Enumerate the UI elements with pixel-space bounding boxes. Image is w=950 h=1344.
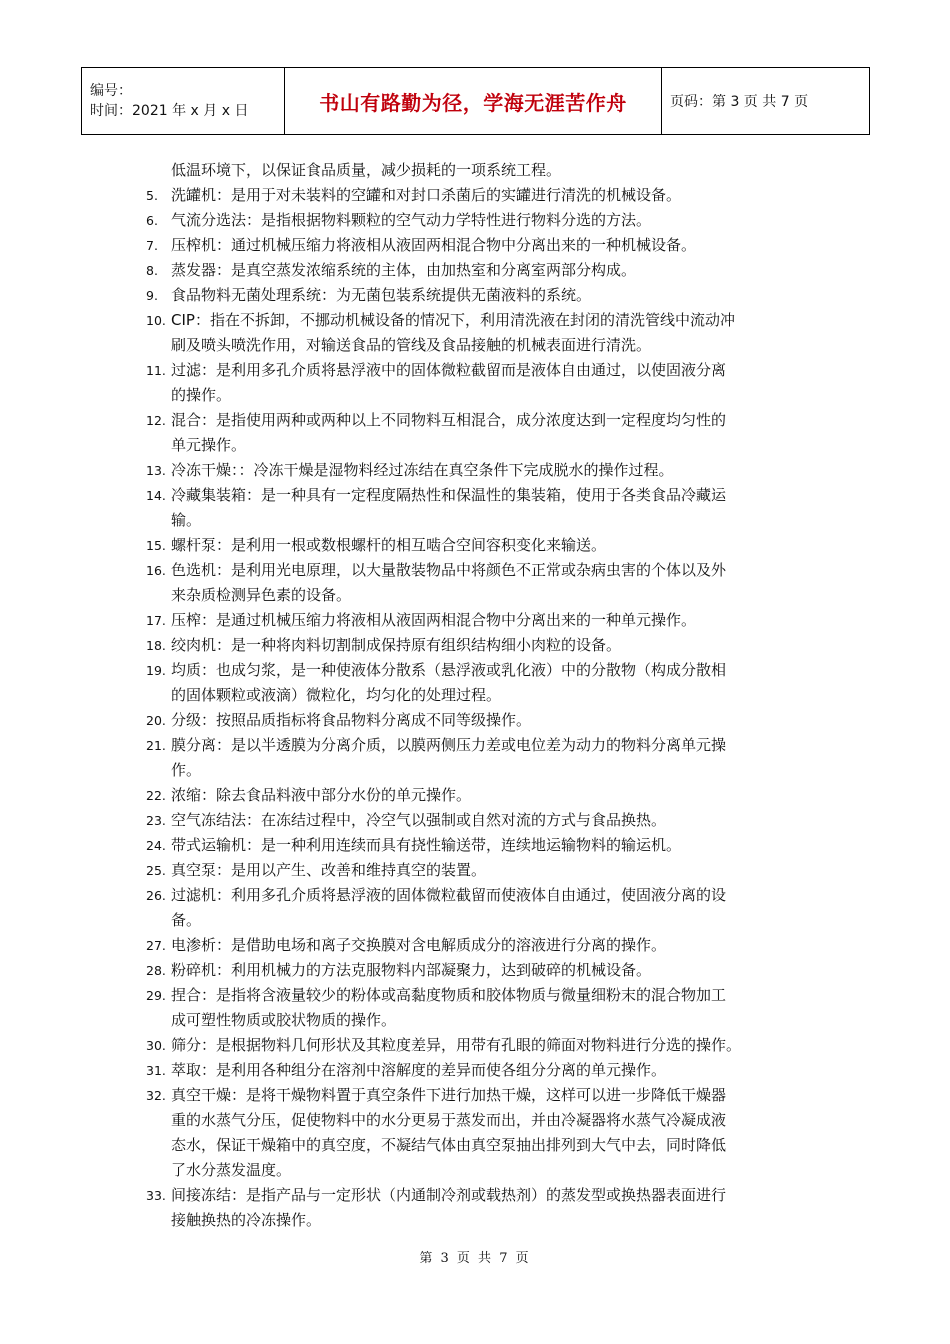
- item-text-line: 分级：按照品质指标将食品物料分离成不同等级操作。: [171, 711, 532, 729]
- item-number: 5.: [146, 188, 158, 203]
- item-number: 28.: [146, 963, 166, 978]
- item-text-line: 备。: [171, 911, 202, 929]
- item-number: 13.: [146, 463, 166, 478]
- item-number: 23.: [146, 813, 166, 828]
- list-item: [146, 458, 811, 483]
- list-item: [146, 658, 811, 708]
- item-text-line: 来杂质检测异色素的设备。: [171, 586, 352, 604]
- item-text-line: 蒸发器：是真空蒸发浓缩系统的主体，由加热室和分离室两部分构成。: [171, 261, 637, 279]
- list-item: [146, 258, 811, 283]
- item-number: 16.: [146, 563, 166, 578]
- item-text-line: 刷及喷头喷洗作用，对输送食品的管线及食品接触的机械表面进行清洗。: [171, 336, 652, 354]
- item-number: 8.: [146, 263, 158, 278]
- list-item: [146, 208, 811, 233]
- list-item: [146, 1033, 811, 1058]
- item-number: 6.: [146, 213, 158, 228]
- item-text-line: 气流分选法：是指根据物料颗粒的空气动力学特性进行物料分选的方法。: [171, 211, 652, 229]
- list-item: [146, 558, 811, 608]
- page-label: 页码：第 3 页 共 7 页: [662, 68, 870, 135]
- header-table: [81, 67, 870, 135]
- item-text-line: 间接冻结：是指产品与一定形状（内通制冷剂或载热剂）的蒸发型或换热器表面进行: [171, 1186, 727, 1204]
- list-item: [146, 958, 811, 983]
- item-text-line: 萃取：是利用各种组分在溶剂中溶解度的差异而使各组分分离的单元操作。: [171, 1061, 667, 1079]
- item-number: 33.: [146, 1188, 166, 1203]
- continuation-line: 低温环境下，以保证食品质量，减少损耗的一项系统工程。: [171, 161, 562, 179]
- header-meta-cell: [82, 68, 285, 135]
- item-text-line: 空气冻结法：在冻结过程中，冷空气以强制或自然对流的方式与食品换热。: [171, 811, 667, 829]
- item-text-line: 捏合：是指将含液量较少的粉体或高黏度物质和胶体物质与微量细粉末的混合物加工: [171, 986, 727, 1004]
- item-text-line: 压榨机：通过机械压缩力将液相从液固两相混合物中分离出来的一种机械设备。: [171, 236, 697, 254]
- item-number: 7.: [146, 238, 158, 253]
- item-text-line: 色选机：是利用光电原理，以大量散装物品中将颜色不正常或杂病虫害的个体以及外: [171, 561, 727, 579]
- item-text-line: 冷藏集装箱：是一种具有一定程度隔热性和保温性的集装箱，使用于各类食品冷藏运: [171, 486, 727, 504]
- item-text-line: 的操作。: [171, 386, 232, 404]
- page-footer: 第 3 页 共 7 页: [419, 1251, 531, 1266]
- item-text-line: 均质：也成匀浆，是一种使液体分散系（悬浮液或乳化液）中的分散物（构成分散相: [171, 661, 727, 679]
- list-item: [146, 858, 811, 883]
- item-text-line: 的固体颗粒或液滴）微粒化，均匀化的处理过程。: [171, 686, 502, 704]
- item-text-line: 螺杆泵：是利用一根或数根螺杆的相互啮合空间容积变化来输送。: [171, 536, 607, 554]
- list-item: [146, 1083, 811, 1183]
- list-item: [146, 833, 811, 858]
- item-text-line: 电渗析：是借助电场和离子交换膜对含电解质成分的溶液进行分离的操作。: [171, 936, 667, 954]
- list-item: [146, 183, 811, 208]
- list-item: [146, 608, 811, 633]
- item-text-line: 冷冻干燥：：冷冻干燥是湿物料经过冻结在真空条件下完成脱水的操作过程。: [171, 461, 674, 479]
- list-item: [146, 483, 811, 533]
- item-number: 25.: [146, 863, 166, 878]
- item-text-line: 粉碎机：利用机械力的方法克服物料内部凝聚力，达到破碎的机械设备。: [171, 961, 652, 979]
- list-item: [146, 408, 811, 458]
- item-number: 26.: [146, 888, 166, 903]
- item-text-line: 浓缩：除去食品料液中部分水份的单元操作。: [171, 786, 472, 804]
- item-text-line: 作。: [171, 761, 202, 779]
- motto: 书山有路勤为径，学海无涯苦作舟: [285, 68, 662, 135]
- item-text-line: 压榨：是通过机械压缩力将液相从液固两相混合物中分离出来的一种单元操作。: [171, 611, 697, 629]
- item-number: 11.: [146, 363, 166, 378]
- item-number: 15.: [146, 538, 166, 553]
- item-text-line: 洗罐机：是用于对未装料的空罐和对封口杀菌后的实罐进行清洗的机械设备。: [171, 186, 682, 204]
- item-number: 10.: [146, 313, 166, 328]
- list-item: [146, 708, 811, 733]
- item-number: 18.: [146, 638, 166, 653]
- item-text-line: 绞肉机：是一种将肉料切割制成保持原有组织结构细小肉粒的设备。: [171, 636, 622, 654]
- item-text-line: 膜分离：是以半透膜为分离介质，以膜两侧压力差或电位差为动力的物料分离单元操: [171, 736, 727, 754]
- list-item: [146, 633, 811, 658]
- item-number: 22.: [146, 788, 166, 803]
- item-number: 19.: [146, 663, 166, 678]
- item-text-line: 混合：是指使用两种或两种以上不同物料互相混合，成分浓度达到一定程度均匀性的: [171, 411, 727, 429]
- list-item: [146, 733, 811, 783]
- list-item: [146, 233, 811, 258]
- item-number: 31.: [146, 1063, 166, 1078]
- item-number: 20.: [146, 713, 166, 728]
- item-number: 27.: [146, 938, 166, 953]
- list-item: [146, 283, 811, 308]
- item-number: 14.: [146, 488, 166, 503]
- item-number: 29.: [146, 988, 166, 1003]
- item-text-line: 食品物料无菌处理系统：为无菌包装系统提供无菌液料的系统。: [171, 286, 592, 304]
- number-label: 编号：: [90, 83, 132, 99]
- item-number: 30.: [146, 1038, 166, 1053]
- item-text-line: 带式运输机：是一种利用连续而具有挠性输送带，连续地运输物料的输运机。: [171, 836, 682, 854]
- list-item: [146, 808, 811, 833]
- item-text-line: 单元操作。: [171, 436, 247, 454]
- item-text-line: 成可塑性物质或胶状物质的操作。: [171, 1011, 397, 1029]
- item-text-line: 接触换热的冷冻操作。: [171, 1211, 322, 1229]
- list-item: [146, 308, 811, 358]
- item-text-line: 态水，保证干燥箱中的真空度，不凝结气体由真空泵抽出排列到大气中去，同时降低: [171, 1136, 727, 1154]
- definition-list: [146, 158, 811, 1233]
- list-item: [146, 1183, 811, 1233]
- date-label: 时间：2021 年 x 月 x 日: [90, 103, 249, 119]
- item-number: 24.: [146, 838, 166, 853]
- item-text-line: 了水分蒸发温度。: [171, 1161, 292, 1179]
- list-item: [146, 533, 811, 558]
- list-item: [146, 883, 811, 933]
- list-item: [146, 1058, 811, 1083]
- item-number: 12.: [146, 413, 166, 428]
- list-item: [146, 783, 811, 808]
- item-text-line: CIP：指在不拆卸，不挪动机械设备的情况下，利用清洗液在封闭的清洗管线中流动冲: [171, 311, 735, 329]
- item-number: 17.: [146, 613, 166, 628]
- item-text-line: 真空泵：是用以产生、改善和维持真空的装置。: [171, 861, 487, 879]
- item-text-line: 过滤机：利用多孔介质将悬浮液的固体微粒截留而使液体自由通过，使固液分离的设: [171, 886, 727, 904]
- list-item: [146, 983, 811, 1033]
- item-text-line: 筛分：是根据物料几何形状及其粒度差异，用带有孔眼的筛面对物料进行分选的操作。: [171, 1036, 742, 1054]
- item-text-line: 过滤：是利用多孔介质将悬浮液中的固体微粒截留而是液体自由通过，以使固液分离: [171, 361, 727, 379]
- item-text-line: 重的水蒸气分压，促使物料中的水分更易于蒸发而出，并由冷凝器将水蒸气冷凝成液: [171, 1111, 727, 1129]
- item-number: 9.: [146, 288, 158, 303]
- item-text-line: 输。: [171, 511, 202, 529]
- item-number: 32.: [146, 1088, 166, 1103]
- item-number: 21.: [146, 738, 166, 753]
- list-item: [146, 933, 811, 958]
- item-text-line: 真空干燥：是将干燥物料置于真空条件下进行加热干燥，这样可以进一步降低干燥器: [171, 1086, 727, 1104]
- list-item: [146, 358, 811, 408]
